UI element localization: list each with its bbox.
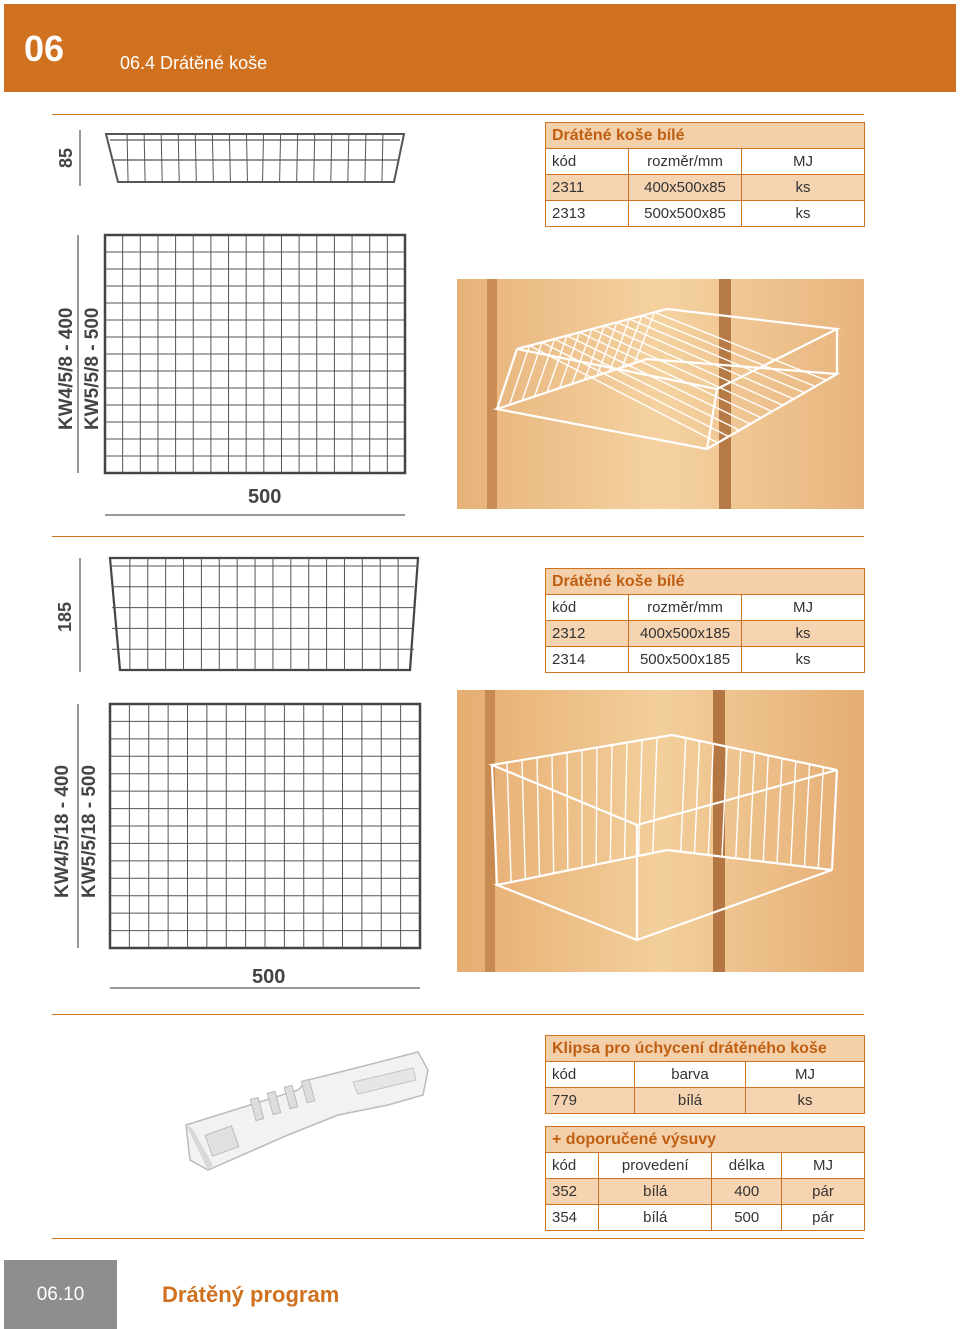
- slides-table: [545, 1126, 865, 1231]
- col-size: rozměr/mm: [629, 149, 742, 175]
- cell-size: 400x500x185: [629, 621, 742, 647]
- table-row: [546, 1205, 865, 1231]
- basket1-side-drawing: [50, 120, 410, 220]
- cell-finish: bílá: [599, 1179, 712, 1205]
- basket1-width-label: 500: [248, 486, 282, 508]
- slides-table-title: + doporučené výsuvy: [546, 1127, 865, 1153]
- cell-code: 2311: [546, 175, 629, 201]
- col-unit: MJ: [742, 149, 865, 175]
- cell-unit: ks: [742, 201, 865, 227]
- basket2-height-label: 185: [55, 601, 75, 632]
- col-length: délka: [712, 1153, 782, 1179]
- cell-size: 500x500x85: [629, 201, 742, 227]
- cell-code: 354: [546, 1205, 599, 1231]
- chapter-title: 06.4 Drátěné koše: [120, 53, 268, 73]
- basket1-height-label: 85: [56, 147, 76, 168]
- cell-code: 352: [546, 1179, 599, 1205]
- cell-unit: pár: [782, 1179, 865, 1205]
- basket1-table-title: Drátěné koše bílé: [546, 123, 865, 149]
- basket2-photo: [457, 690, 864, 972]
- col-code: kód: [546, 149, 629, 175]
- cell-unit: ks: [746, 1088, 865, 1114]
- section-separator: [52, 1014, 864, 1015]
- basket1-photo: [457, 279, 864, 509]
- basket2-table-title: Drátěné koše bílé: [546, 569, 865, 595]
- cell-length: 500: [712, 1205, 782, 1231]
- chapter-number: 06: [24, 28, 65, 69]
- col-code: kód: [546, 1153, 599, 1179]
- col-unit: MJ: [782, 1153, 865, 1179]
- footer-section-title: Drátěný program: [162, 1282, 340, 1307]
- table-row: [546, 1088, 865, 1114]
- basket2-depth-label-a: KW4/5/18 - 400: [52, 764, 73, 898]
- col-code: kód: [546, 1062, 635, 1088]
- basket1-top-drawing: [60, 225, 420, 525]
- section-separator: [52, 536, 864, 537]
- cell-size: 500x500x185: [629, 647, 742, 673]
- basket1-depth-label-b: KW5/5/8 - 500: [82, 307, 103, 430]
- basket2-side-drawing: [50, 552, 430, 682]
- cell-unit: ks: [742, 175, 865, 201]
- cell-finish: bílá: [599, 1205, 712, 1231]
- col-color: barva: [635, 1062, 746, 1088]
- section-separator: [52, 114, 864, 115]
- clip-table-title: Klipsa pro úchycení drátěného koše: [546, 1036, 865, 1062]
- cell-unit: ks: [742, 647, 865, 673]
- clip-photo: [178, 1040, 433, 1180]
- col-unit: MJ: [746, 1062, 865, 1088]
- basket2-depth-label-b: KW5/5/18 - 500: [79, 764, 100, 898]
- table-row: [546, 1179, 865, 1205]
- basket1-depth-label-a: KW4/5/8 - 400: [56, 307, 77, 430]
- cell-code: 2313: [546, 201, 629, 227]
- cell-unit: pár: [782, 1205, 865, 1231]
- table-row: [546, 621, 865, 647]
- col-size: rozměr/mm: [629, 595, 742, 621]
- col-unit: MJ: [742, 595, 865, 621]
- clip-table: [545, 1035, 865, 1114]
- col-finish: provedení: [599, 1153, 712, 1179]
- basket2-table: [545, 568, 865, 673]
- chapter-header-bar: [4, 4, 956, 92]
- cell-code: 779: [546, 1088, 635, 1114]
- table-row: [546, 175, 865, 201]
- cell-color: bílá: [635, 1088, 746, 1114]
- cell-length: 400: [712, 1179, 782, 1205]
- cell-code: 2312: [546, 621, 629, 647]
- basket2-width-label: 500: [252, 966, 286, 988]
- cell-size: 400x500x85: [629, 175, 742, 201]
- cell-unit: ks: [742, 621, 865, 647]
- section-separator: [52, 1238, 864, 1239]
- basket1-table: [545, 122, 865, 227]
- col-code: kód: [546, 595, 629, 621]
- table-row: [546, 201, 865, 227]
- cell-code: 2314: [546, 647, 629, 673]
- basket2-top-drawing: [60, 700, 430, 1000]
- page-number: 06.10: [36, 1284, 85, 1305]
- table-row: [546, 647, 865, 673]
